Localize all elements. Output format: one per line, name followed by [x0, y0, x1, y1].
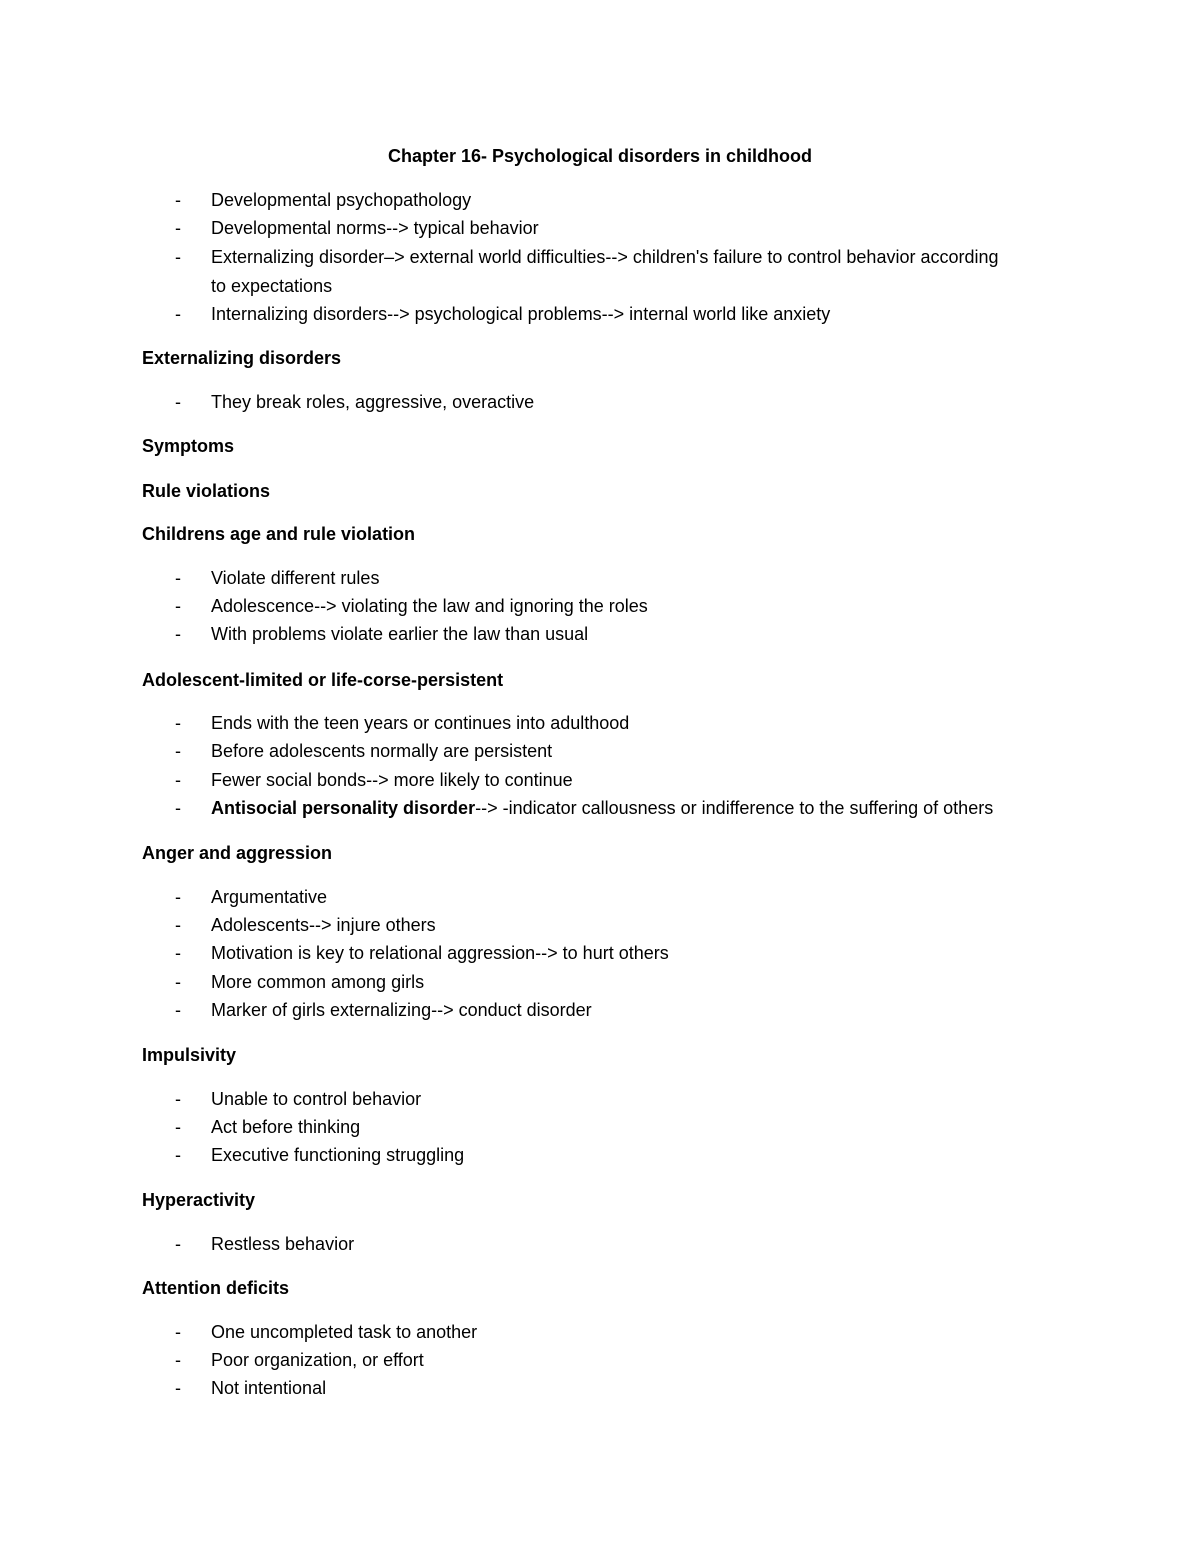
bullet-dash: -	[175, 1145, 181, 1165]
bullet-text: They break roles, aggressive, overactive	[211, 392, 535, 412]
bullet-dash: -	[175, 915, 181, 935]
bullet-dash: -	[175, 247, 181, 267]
bullet-dash: -	[175, 1234, 181, 1254]
bullet-text-rest: --> -indicator callousness or indifference to the suffering of others	[475, 798, 994, 818]
bullet-dash: -	[175, 568, 181, 588]
bullet-dash: -	[175, 798, 181, 818]
bullet-dash: -	[175, 624, 181, 644]
bullet-text: Externalizing disorder–> external world difficulties--> children's failure to control behavior according to expectations	[211, 247, 999, 296]
bullet-text: Internalizing disorders--> psychological problems--> internal world like anxiety	[211, 304, 831, 324]
section-heading: Hyperactivity	[142, 1190, 256, 1210]
section-heading: Adolescent-limited or life-corse-persistent	[142, 670, 504, 690]
section-heading: Rule violations	[142, 481, 271, 501]
bullet-text: Violate different rules	[211, 568, 380, 588]
bullet-dash: -	[175, 770, 181, 790]
bullet-text: Adolescence--> violating the law and ignoring the roles	[211, 596, 648, 616]
bullet-dash: -	[175, 218, 181, 238]
bullet-text: Not intentional	[211, 1378, 327, 1398]
bullet-text: One uncompleted task to another	[211, 1322, 478, 1342]
section-heading: Impulsivity	[142, 1045, 237, 1065]
section-heading: Externalizing disorders	[142, 348, 342, 368]
bullet-text: Adolescents--> injure others	[211, 915, 436, 935]
bullet-dash: -	[175, 596, 181, 616]
bullet-text: Restless behavior	[211, 1234, 355, 1254]
bullet-text: Fewer social bonds--> more likely to continue	[211, 770, 573, 790]
bullet-text: Before adolescents normally are persistent	[211, 741, 553, 761]
page-title: Chapter 16- Psychological disorders in childhood	[387, 146, 813, 166]
bullet-text: Developmental norms--> typical behavior	[211, 218, 539, 238]
section-heading: Attention deficits	[142, 1278, 289, 1298]
bullet-text	[211, 794, 1071, 823]
bullet-text: More common among girls	[211, 972, 425, 992]
bullet-text: Developmental psychopathology	[211, 190, 472, 210]
section-heading: Symptoms	[142, 436, 235, 456]
bullet-dash: -	[175, 1000, 181, 1020]
bullet-dash: -	[175, 943, 181, 963]
bold-term: Antisocial personality disorder	[211, 798, 476, 818]
bullet-dash: -	[175, 392, 181, 412]
bullet-dash: -	[175, 1322, 181, 1342]
section-heading: Childrens age and rule violation	[142, 524, 416, 544]
bullet-dash: -	[175, 304, 181, 324]
bullet-text: Marker of girls externalizing--> conduct disorder	[211, 1000, 592, 1020]
bullet-dash: -	[175, 1117, 181, 1137]
bullet-text: Motivation is key to relational aggression--> to hurt others	[211, 943, 669, 963]
section-heading: Anger and aggression	[142, 843, 333, 863]
bullet-text: Argumentative	[211, 887, 328, 907]
bullet-dash: -	[175, 190, 181, 210]
bullet-dash: -	[175, 713, 181, 733]
bullet-dash: -	[175, 887, 181, 907]
bullet-text: Ends with the teen years or continues into adulthood	[211, 713, 630, 733]
bullet-text: Executive functioning struggling	[211, 1145, 465, 1165]
bullet-dash: -	[175, 1350, 181, 1370]
bullet-text: With problems violate earlier the law than usual	[211, 624, 589, 644]
bullet-dash: -	[175, 972, 181, 992]
bullet-text: Poor organization, or effort	[211, 1350, 424, 1370]
bullet-dash: -	[175, 1089, 181, 1109]
bullet-text: Unable to control behavior	[211, 1089, 422, 1109]
bullet-dash: -	[175, 741, 181, 761]
bullet-dash: -	[175, 1378, 181, 1398]
bullet-text: Act before thinking	[211, 1117, 361, 1137]
